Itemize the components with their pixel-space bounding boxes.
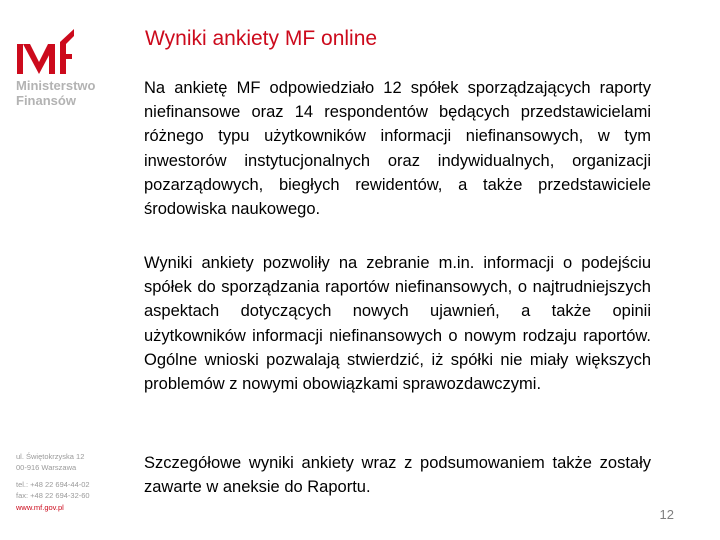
paragraph-survey-respondents: Na ankietę MF odpowiedziało 12 spółek sporządzających raporty niefinansowe oraz 14 respondentów będących przedstawicielami różnego typu użytkowników informacji niefinansowych, w tym inwestorów instytucjonalnych oraz indywidualnych, organizacji pozarządowych, biegłych rewidentów, a także przedstawiciele środowiska naukowego. — [144, 79, 651, 219]
address-street: ul. Świętokrzyska 12 — [16, 452, 85, 461]
address-city: 00-916 Warszawa — [16, 462, 77, 472]
ministry-logo — [16, 28, 106, 108]
website-link[interactable]: www.mf.gov.pl — [16, 503, 64, 512]
slide-title: Wyniki ankiety MF online — [145, 27, 378, 50]
footer-address — [16, 452, 90, 501]
paragraph-detailed-results: Szczegółowe wyniki ankiety wraz z podsumowaniem także zostały zawarte w aneksie do Raportu. — [144, 454, 651, 497]
fax-number: fax: +48 22 694-32-60 — [16, 490, 90, 500]
paragraph-survey-findings: Wyniki ankiety pozwoliły na zebranie m.in. informacji o podejściu spółek do sporządzania raportów niefinansowych, o najtrudniejszych aspektach dotyczących nowych ujawnień, a także opinii użytkowników informacji niefinansowych o nowym rodzaju raportów. Ogólne wnioski pozwalają stwierdzić, iż spółki nie miały większych problemów z nowymi obowiązkami sprawozdawczymi. — [144, 254, 651, 394]
page-number: 12 — [659, 507, 674, 522]
logo-line-finansow: Finansów — [16, 93, 76, 108]
logo-line-ministerstwo: Ministerstwo — [16, 78, 96, 93]
phone-number: tel.: +48 22 694-44-02 — [16, 480, 90, 489]
mf-logo-icon — [16, 28, 76, 76]
